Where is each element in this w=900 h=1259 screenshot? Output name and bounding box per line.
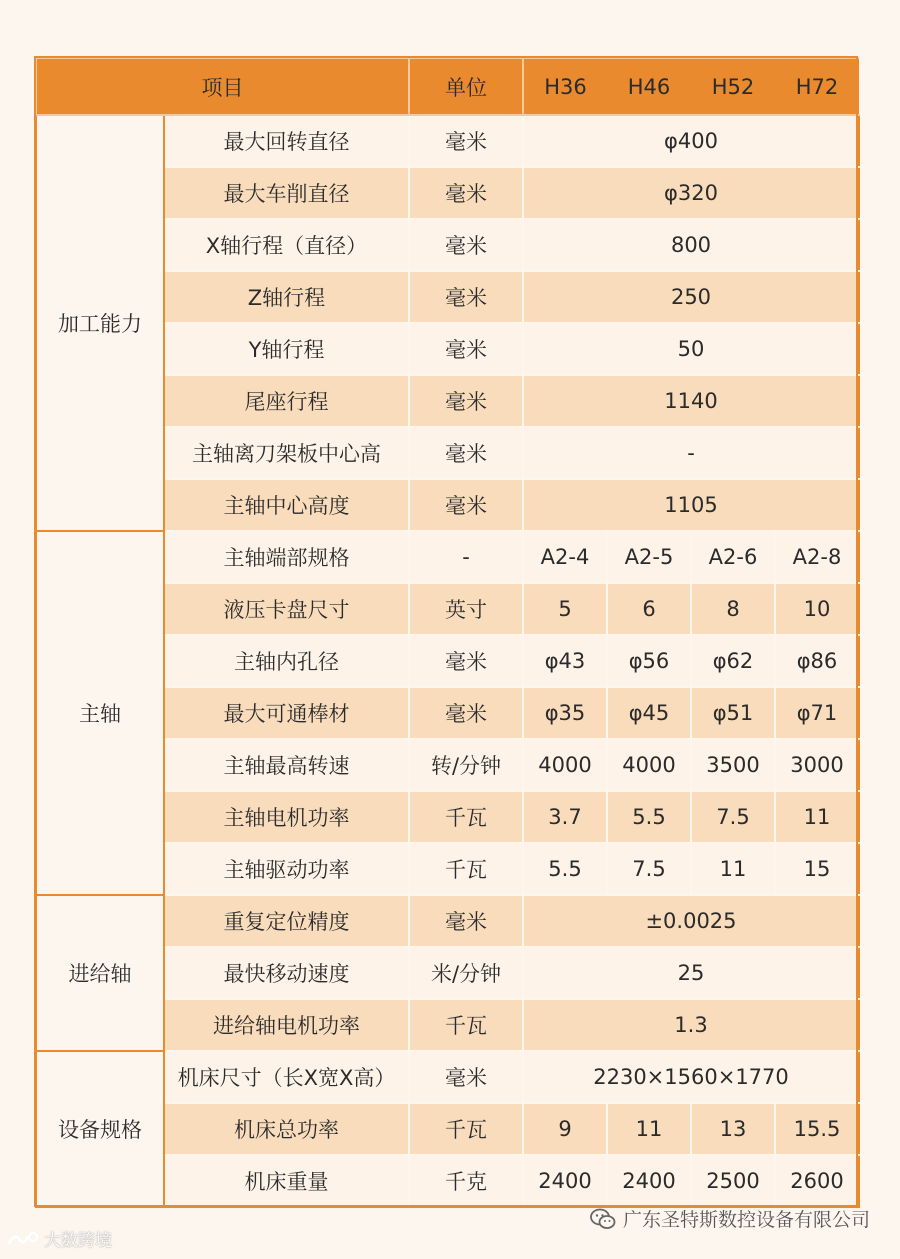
spec-value: φ62 [691,635,775,687]
spec-item: Z轴行程 [164,271,409,323]
spec-value: 15 [775,843,859,895]
spec-item: 最大回转直径 [164,115,409,167]
spec-unit: 千克 [409,1155,523,1207]
watermark-right [589,1205,870,1232]
spec-unit: 千瓦 [409,1103,523,1155]
spec-value: 1.3 [523,999,859,1051]
watermark-left-text: 大数跨境 [44,1231,112,1251]
spec-unit: 千瓦 [409,999,523,1051]
spec-value: 4000 [523,739,607,791]
table-row [36,1051,859,1103]
spec-unit: 转/分钟 [409,739,523,791]
spec-value: A2-5 [607,531,691,583]
spec-unit: 毫米 [409,895,523,947]
spec-item: 主轴电机功率 [164,791,409,843]
spec-value: 2600 [775,1155,859,1207]
spec-item: 重复定位精度 [164,895,409,947]
header-model-h46: H46 [607,58,691,115]
spec-item: 机床尺寸（长X宽X高） [164,1051,409,1103]
spec-value: 2400 [607,1155,691,1207]
spec-unit: 英寸 [409,583,523,635]
spec-unit: 千瓦 [409,843,523,895]
spec-value: 9 [523,1103,607,1155]
header-model-h72: H72 [775,58,859,115]
spec-value: 15.5 [775,1103,859,1155]
spec-unit: 毫米 [409,375,523,427]
spec-unit: 毫米 [409,323,523,375]
spec-value: φ56 [607,635,691,687]
spec-unit: 毫米 [409,687,523,739]
spec-item: 最大车削直径 [164,167,409,219]
spec-value: φ43 [523,635,607,687]
header-item: 项目 [36,58,409,115]
spec-unit: 千瓦 [409,791,523,843]
spec-value: 8 [691,583,775,635]
spec-value: 2230×1560×1770 [523,1051,859,1103]
spec-value: 2400 [523,1155,607,1207]
spec-value: 50 [523,323,859,375]
spec-value: 7.5 [607,843,691,895]
spec-value: - [523,427,859,479]
spec-item: 主轴驱动功率 [164,843,409,895]
spec-item: 主轴中心高度 [164,479,409,531]
spec-value: φ86 [775,635,859,687]
spec-item: 主轴内孔径 [164,635,409,687]
spec-value: φ35 [523,687,607,739]
spec-value: 3000 [775,739,859,791]
spec-unit: 毫米 [409,219,523,271]
spec-value: A2-8 [775,531,859,583]
spec-item: 进给轴电机功率 [164,999,409,1051]
spec-value: A2-4 [523,531,607,583]
spec-value: φ320 [523,167,859,219]
group-label: 主轴 [36,531,164,895]
spec-table [35,57,860,1208]
spec-value: 5.5 [523,843,607,895]
spec-value: ±0.0025 [523,895,859,947]
spec-value: φ51 [691,687,775,739]
spec-body [36,115,859,1207]
table-row [36,115,859,167]
spec-value: φ400 [523,115,859,167]
header-unit: 单位 [409,58,523,115]
spec-value: 10 [775,583,859,635]
spec-value: 5 [523,583,607,635]
spec-value: 3500 [691,739,775,791]
spec-value: 11 [775,791,859,843]
spec-unit: 毫米 [409,167,523,219]
spec-value: 6 [607,583,691,635]
spec-value: 800 [523,219,859,271]
watermark-right-text: 广东圣特斯数控设备有限公司 [622,1209,870,1231]
table-row [36,531,859,583]
spec-item: 最快移动速度 [164,947,409,999]
spec-unit: 毫米 [409,1051,523,1103]
brand-logo-icon [6,1228,40,1250]
wechat-icon [589,1207,617,1231]
spec-unit: 毫米 [409,479,523,531]
spec-value: 11 [607,1103,691,1155]
spec-item: 机床总功率 [164,1103,409,1155]
spec-value: 1140 [523,375,859,427]
spec-value: 11 [691,843,775,895]
header-row [36,58,859,115]
spec-value: 2500 [691,1155,775,1207]
spec-item: 液压卡盘尺寸 [164,583,409,635]
spec-unit: 米/分钟 [409,947,523,999]
spec-item: 主轴离刀架板中心高 [164,427,409,479]
spec-item: 机床重量 [164,1155,409,1207]
group-label: 加工能力 [36,115,164,531]
spec-value: 13 [691,1103,775,1155]
table-row [36,895,859,947]
spec-value: 1105 [523,479,859,531]
spec-value: 25 [523,947,859,999]
spec-item: 尾座行程 [164,375,409,427]
spec-value: 3.7 [523,791,607,843]
spec-value: 4000 [607,739,691,791]
spec-unit: 毫米 [409,115,523,167]
spec-item: 主轴端部规格 [164,531,409,583]
spec-item: 主轴最高转速 [164,739,409,791]
spec-value: 250 [523,271,859,323]
spec-value: A2-6 [691,531,775,583]
spec-item: 最大可通棒材 [164,687,409,739]
group-label: 进给轴 [36,895,164,1051]
header-model-h36: H36 [523,58,607,115]
spec-value: φ45 [607,687,691,739]
spec-item: Y轴行程 [164,323,409,375]
spec-value: 7.5 [691,791,775,843]
header-model-h52: H52 [691,58,775,115]
spec-value: φ71 [775,687,859,739]
spec-unit: - [409,531,523,583]
spec-unit: 毫米 [409,427,523,479]
spec-unit: 毫米 [409,635,523,687]
spec-value: 5.5 [607,791,691,843]
group-label: 设备规格 [36,1051,164,1207]
spec-unit: 毫米 [409,271,523,323]
watermark-left [6,1226,112,1251]
spec-item: X轴行程（直径） [164,219,409,271]
